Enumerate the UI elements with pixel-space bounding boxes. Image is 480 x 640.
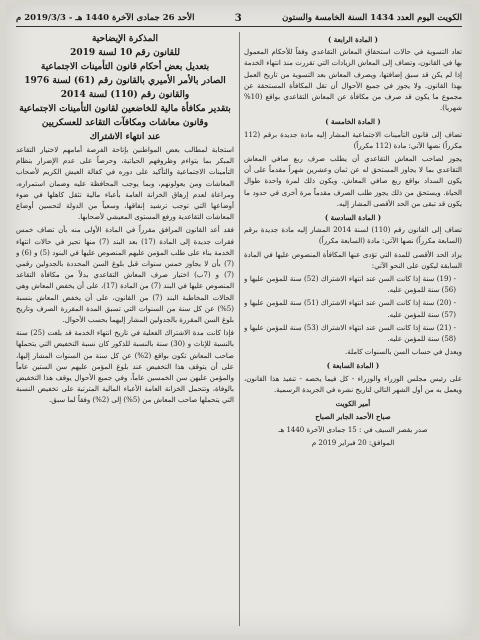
column-divider — [239, 32, 240, 626]
list-item: - (19) سنة إذا كانت السن عند انتهاء الاشتراك (52) سنة للمؤمن عليها و (56) سنة للمؤمن عليه. — [244, 275, 456, 295]
law-title-line: بتقدير مكافأة مالية للخاضعين لقانون التأمينات الاجتماعية — [19, 104, 231, 114]
left-column — [16, 32, 234, 628]
issued-date: صدر بقصر السيف في : 15 جمادى الآخرة 1440 هـ — [278, 425, 428, 434]
memo-paragraph: فإذا كانت مدة الاشتراك الفعلية في تاريخ انتهاء الخدمة قد بلغت (25) سنة بالنسبة للإناث و (30) سنة بالنسبة للذكور كان نسبة التخفيض التي يتحملها صاحب المعاش تكون بواقع (2%) عن كل سنة من السنوات المشار إليها، على أن يتوقف هذا التخفيض عند بلوغ المؤمن عليهم سن الستين عاماً والمؤمن عليهن سن الخمسين عاماً، وفي جميع الأحوال يوقف هذا التخفيض بالوفاة، وتتحمل الخزانة العامة الأعباء المالية المترتبة على تخفيض النسبة التي يتحملها صاحب المعاش من (5%) إلى (2%) وفقاً لما سبق. — [16, 329, 234, 405]
list-item: - (20) سنة إذا كانت السن عند انتهاء الاشتراك (51) سنة للمؤمن عليها و (57) سنة للمؤمن عليه. — [244, 299, 456, 319]
article-7-text: على رئيس مجلس الوزراء والوزراء - كل فيما يخصه - تنفيذ هذا القانون، ويعمل به من أول الشهر التالي لتاريخ نشره في الجريدة الرسمية. — [244, 374, 462, 394]
law-title-line: وقانون معاشات ومكافآت التقاعد للعسكريين — [41, 118, 209, 128]
list-item: - (21) سنة إذا كانت السن عند انتهاء الاشتراك (53) سنة للمؤمن عليها و (58) سنة للمؤمن عليه. — [244, 323, 456, 344]
memo-paragraph: فقد أعد القانون المرافق مقرراً في المادة الأولى منه بأن تضاف خمس فقرات جديدة إلى المادة (17) بعد البند (7) منها تجيز في حالات انتهاء الخدمة بناء على طلب المؤمن عليهم المنصوص عليها في البنود (5) و (6) و (7) بأن لا يجاوز خمس سنوات قبل بلوغ السن المحددة بالجدولين رقمي (7) و (7ب) اختيار صرف المعاش التقاعدي بدلاً من مكافأة التقاعد المنصوص عليها في البند (7) من المادة (17)، على أن يخفض المعاش وهي الحالات المخاطبة البند (7) من القانون، على أن يخفض المعاش بنسبة (5%) عن كل سنة من السنوات التي تسبق المدة المقررة الصرف وتاريخ بلوغ السن المقررة بالجدولين المشار إليهما بحسب الأحوال. — [16, 226, 234, 325]
article-6-title: ( المادة السادسة ) — [324, 213, 382, 223]
article-6-text: تضاف إلى القانون رقم (110) لسنة 2014 المشار إليه مادة جديدة برقم (السابعة مكرراً) نصها الآتي: مادة (السابعة مكرراً) — [244, 226, 462, 246]
page-number: 3 — [234, 12, 242, 24]
newspaper-page — [6, 4, 472, 636]
law-title-line: للقانون رقم 10 لسنة 2019 — [70, 48, 180, 58]
law-title-line: الصادر بالأمر الأميري بالقانون رقم (61) لسنة 1976 — [24, 76, 226, 86]
article-6-body: يزاد الحد الأقصى للمدة التي تؤدى عنها المكافأة المنصوص عليها في المادة السابقة ليكون على النحو الآتي: — [244, 250, 462, 270]
memo-title: المذكرة الإيضاحية — [91, 34, 159, 44]
age-list — [244, 274, 462, 345]
emir-name: صباح الأحمد الجابر الصباح — [315, 412, 391, 422]
article-5-text: تضاف إلى قانون التأمينات الاجتماعية المشار إليه مادة جديدة برقم (112 مكرراً) نصها الآتي: مادة (112 مكرراً) — [244, 130, 462, 150]
law-title-line: والقانون رقم (110) لسنة 2014 — [60, 90, 190, 100]
law-title-line: عند انتهاء الاشتراك — [89, 132, 161, 142]
article-7-title: ( المادة السابعة ) — [326, 361, 380, 371]
page-header — [16, 10, 462, 27]
article-4-text: تعاد التسوية في حالات استحقاق المعاش التقاعدي وفقاً للأحكام المعمول بها في القانون، وتضاف إلى المعاش الزيادات التي تقررت منذ انتهاء الخدمة إذا لم يكن قد سبق إضافتها، ويصرف المعاش بعد التسوية من تاريخ العمل بهذا القانون. ولا يجوز في جميع الأحوال أن تقل المكافأة المستحقة عن مجموع ما يكون قد صرف من مكافأة عن المعاش التقاعدي بواقع (10% شهريا). — [244, 48, 462, 113]
article-5-title: ( المادة الخامسة ) — [325, 117, 381, 127]
article-4-title: ( المادة الرابعة ) — [328, 35, 378, 44]
issue-date: الأحد 26 جمادى الآخرة 1440 هـ - 2019/3/3 م — [16, 13, 195, 23]
law-title-line: بتعديل بعض أحكام قانون التأمينات الاجتماعية — [40, 62, 210, 72]
list-tail: ويعدل في حساب السن بالسنوات كاملة. — [345, 348, 462, 357]
article-5-body: يجوز لصاحب المعاش التقاعدي أن يطلب صرف ربع صافي المعاش التقاعدي بما لا يجاوز المستحق له عن ثمان وعشرين شهراً مقدماً على أن يكون السداد بواقع ربع صافي المعاش. ويكون ذلك لمرة واحدة طوال الحياة. ويستحق من ذلك يجوز طلب الصرف مقدماً مرة أخرى في حدود ما يكون قد تبقى من الحد الأقصى المشار إليه. — [244, 155, 462, 208]
newspaper-issue: الكويت اليوم العدد 1434 السنة الخامسة والستون — [282, 13, 462, 23]
emir-title: أمير الكويت — [335, 399, 371, 409]
corresponding-date: الموافق: 20 فبراير 2019 م — [311, 438, 395, 447]
memo-paragraph: استجابة لمطالب بعض المواطنين بإتاحة الفرصة أمامهم لاختيار التقاعد المبكر بما يتواءم وظروفهم الحياتية، وحرصاً على عدم الإضرار بنظام التأمينات الاجتماعية والتأكيد على دوره في كفالة العيش الكريم لأصحاب المعاشات ومن يعولونهم، وبما يوجب المحافظة عليه وضمان استمراره، ومراعاة لعدم إرهاق الخزانة العامة بأعباء مالية تثقل كاهلها في ضوء أوضاعها التي توجب ترشيد إنفاقها، وسعياً من الدولة لتحسين أوضاع المعاشات التقاعدية ورفع المستوى المعيشي لأصحابها. — [16, 146, 234, 222]
right-column — [244, 32, 462, 628]
